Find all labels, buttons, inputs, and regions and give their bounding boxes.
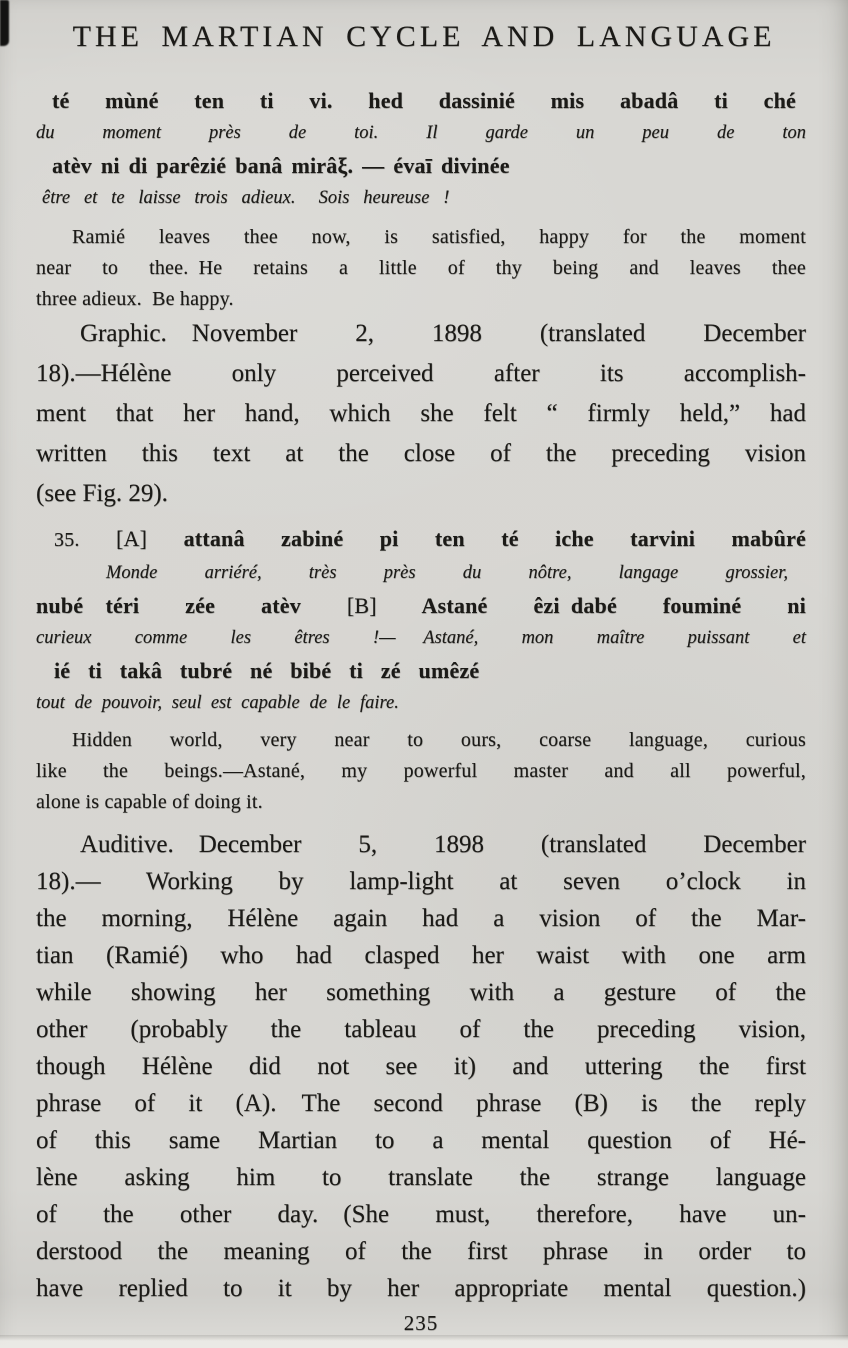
martian-line: atèv ni di parêzié banâ mirâξ. — évaī divinée (52, 153, 510, 178)
text-line: of this same Martian to a mental question of Hé- (36, 1127, 806, 1154)
french-gloss-line: du moment près de toi. Il garde un peu de ton (36, 123, 806, 143)
martian-line: ié ti takâ tubré né bibé ti zé umêzé (54, 658, 480, 683)
martian-line (36, 522, 806, 557)
martian-text-35 (36, 522, 806, 719)
french-gloss-line: curieux comme les êtres !— Astané, mon maître puissant et (36, 628, 806, 648)
text-line: phrase of it (A). The second phrase (B) is the reply (36, 1090, 806, 1117)
text-line: 18).— Working by lamp-light at seven o’clock in (36, 868, 806, 895)
french-gloss-line: Monde arriéré, très près du nôtre, langage grossier, (106, 563, 788, 583)
marker-b: [B] (346, 593, 377, 618)
text-line: written this text at the close of the preceding vision (36, 440, 806, 467)
text-line: ment that her hand, which she felt “ firmly held,” had (36, 400, 806, 427)
page-number: 235 (403, 1311, 439, 1335)
scan-artifact-mark (0, 0, 9, 46)
martian-phrase: nubé téri zée atèv (36, 593, 301, 618)
translation-line: Hidden world, very near to ours, coarse language, curious (72, 729, 806, 751)
text-line: 18).—Hélène only perceived after its accomplish- (36, 360, 806, 387)
text-number: 35. (54, 529, 80, 551)
translation-line: like the beings.—Astané, my powerful master and all powerful, (36, 760, 806, 782)
text-line: the morning, Hélène again had a vision of the Mar- (36, 905, 806, 932)
french-gloss-line: tout de pouvoir, seul est capable de le faire. (36, 693, 399, 713)
text-line: have replied to it by her appropriate mental question.) (36, 1275, 806, 1302)
english-translation-35 (36, 725, 806, 818)
text-line: of the other day. (She must, therefore, have un- (36, 1201, 806, 1228)
text-line: while showing her something with a gesture of the (36, 979, 806, 1006)
text-line: other (probably the tableau of the preceding vision, (36, 1016, 806, 1043)
translation-line: Ramié leaves thee now, is satisfied, happy for the moment (72, 226, 806, 248)
martian-line: té mùné ten ti vi. hed dassinié mis abadâ ti ché (52, 88, 796, 113)
text-line: tian (Ramié) who had clasped her waist with one arm (36, 942, 806, 969)
text-line: lène asking him to translate the strange language (36, 1164, 806, 1191)
english-translation-34 (36, 222, 806, 315)
marker-a: [A] (116, 526, 148, 551)
text-line: though Hélène did not see it) and uttering the first (36, 1053, 806, 1080)
martian-line (36, 589, 806, 622)
graphic-paragraph (36, 314, 806, 514)
text-line: derstood the meaning of the first phrase in order to (36, 1238, 806, 1265)
translation-line: alone is capable of doing it. (36, 791, 263, 813)
french-gloss-line: être et te laisse trois adieux. Sois heureuse ! (42, 188, 450, 208)
martian-text-34 (36, 84, 806, 214)
text-line: (see Fig. 29). (36, 480, 168, 507)
page-title: THE MARTIAN CYCLE AND LANGUAGE (72, 20, 776, 53)
martian-phrase-a: attanâ zabiné pi ten té iche tarvini mabûré (183, 526, 807, 551)
translation-line: near to thee. He retains a little of thy being and leaves thee (36, 257, 806, 279)
martian-phrase-b: Astané êzi dabé fouminé ni (421, 593, 806, 618)
text-line: Auditive. December 5, 1898 (translated December (80, 831, 806, 858)
auditive-paragraph (36, 826, 806, 1307)
translation-line: three adieux. Be happy. (36, 288, 234, 310)
text-line: Graphic. November 2, 1898 (translated December (80, 320, 806, 347)
